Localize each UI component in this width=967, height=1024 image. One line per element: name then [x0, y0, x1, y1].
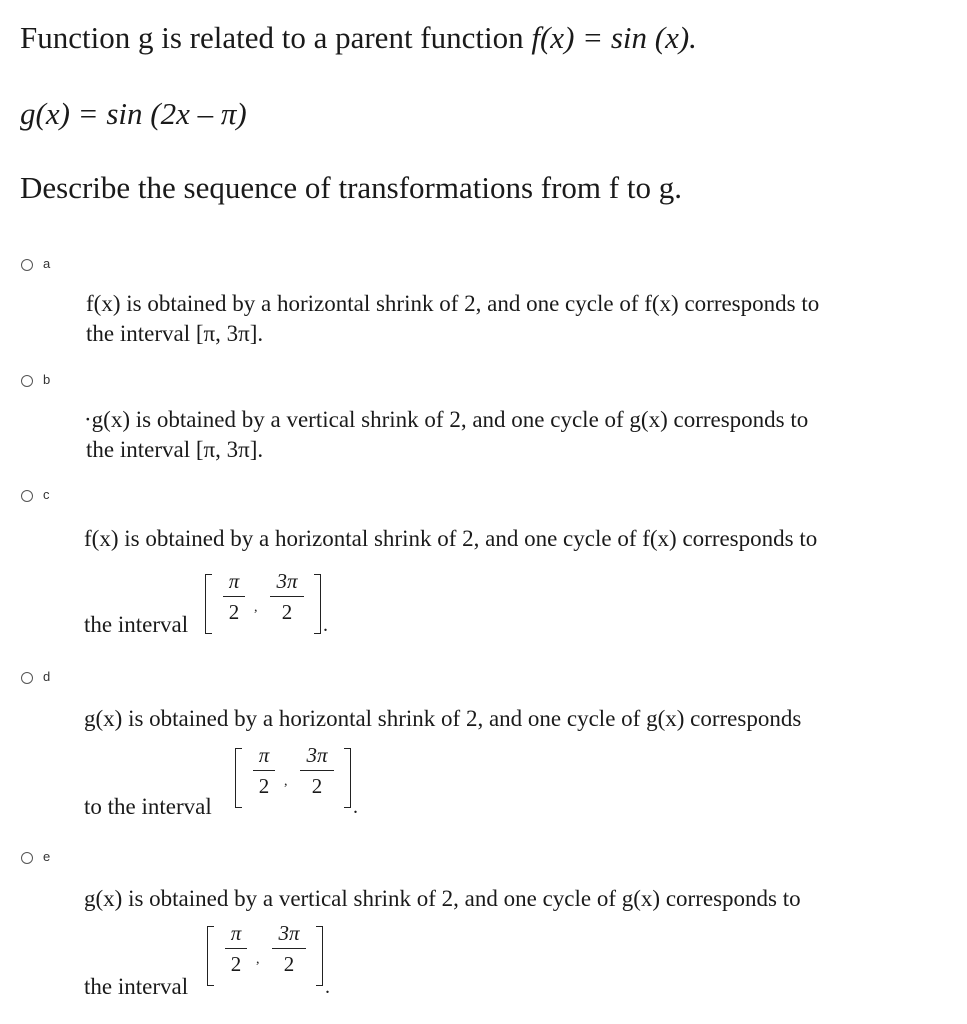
right-bracket: [316, 926, 323, 986]
fraction-3pi-over-2: 3π 2: [272, 920, 306, 977]
radio-e[interactable]: [21, 852, 33, 864]
period: .: [325, 976, 330, 998]
fraction-pi-over-2: π 2: [225, 920, 247, 977]
right-bracket: [314, 574, 321, 634]
option-letter: c: [43, 487, 50, 502]
question-intro-text: Function g is related to a parent function: [20, 20, 532, 55]
comma-separator: ,: [254, 600, 258, 615]
fraction-3pi-over-2: 3π 2: [300, 742, 334, 799]
comma-separator: ,: [256, 952, 260, 967]
option-text-line2: the interval [π, 3π].: [86, 321, 264, 346]
left-bracket: [205, 574, 212, 634]
option-letter: d: [43, 669, 51, 684]
option-text-line1: g(x) is obtained by a vertical shrink of 2, and one cycle of g(x) corresponds to: [84, 886, 801, 911]
interval-label: the interval: [84, 612, 189, 637]
option-text-line1: f(x) is obtained by a horizontal shrink of 2, and one cycle of f(x) corresponds to: [86, 291, 820, 316]
option-letter: b: [43, 372, 51, 387]
left-bracket: [235, 748, 242, 808]
radio-b[interactable]: [21, 375, 33, 387]
option-text-line1: ·g(x) is obtained by a vertical shrink of 2, and one cycle of g(x) corresponds to: [84, 407, 809, 432]
period: .: [353, 796, 358, 818]
right-bracket: [344, 748, 351, 808]
option-text-line1: g(x) is obtained by a horizontal shrink of 2, and one cycle of g(x) corresponds: [84, 706, 802, 731]
option-letter: e: [43, 849, 51, 864]
g-definition: g(x) = sin (2x – π): [20, 96, 247, 131]
interval-label: to the interval: [84, 794, 212, 819]
comma-separator: ,: [284, 774, 288, 789]
fraction-pi-over-2: π 2: [253, 742, 275, 799]
parent-function: f(x) = sin (x).: [531, 20, 697, 55]
fraction-3pi-over-2: 3π 2: [270, 568, 304, 625]
option-text-line2: the interval [π, 3π].: [86, 437, 264, 462]
radio-a[interactable]: [21, 259, 33, 271]
period: .: [323, 614, 328, 636]
fraction-pi-over-2: π 2: [223, 568, 245, 625]
question-prompt: Describe the sequence of transformations from f to g.: [20, 170, 682, 205]
option-text-line1: f(x) is obtained by a horizontal shrink of 2, and one cycle of f(x) corresponds to: [84, 526, 818, 551]
radio-d[interactable]: [21, 672, 33, 684]
option-letter: a: [43, 256, 51, 271]
question-intro: [20, 20, 697, 56]
radio-c[interactable]: [21, 490, 33, 502]
left-bracket: [207, 926, 214, 986]
interval-label: the interval: [84, 974, 189, 999]
